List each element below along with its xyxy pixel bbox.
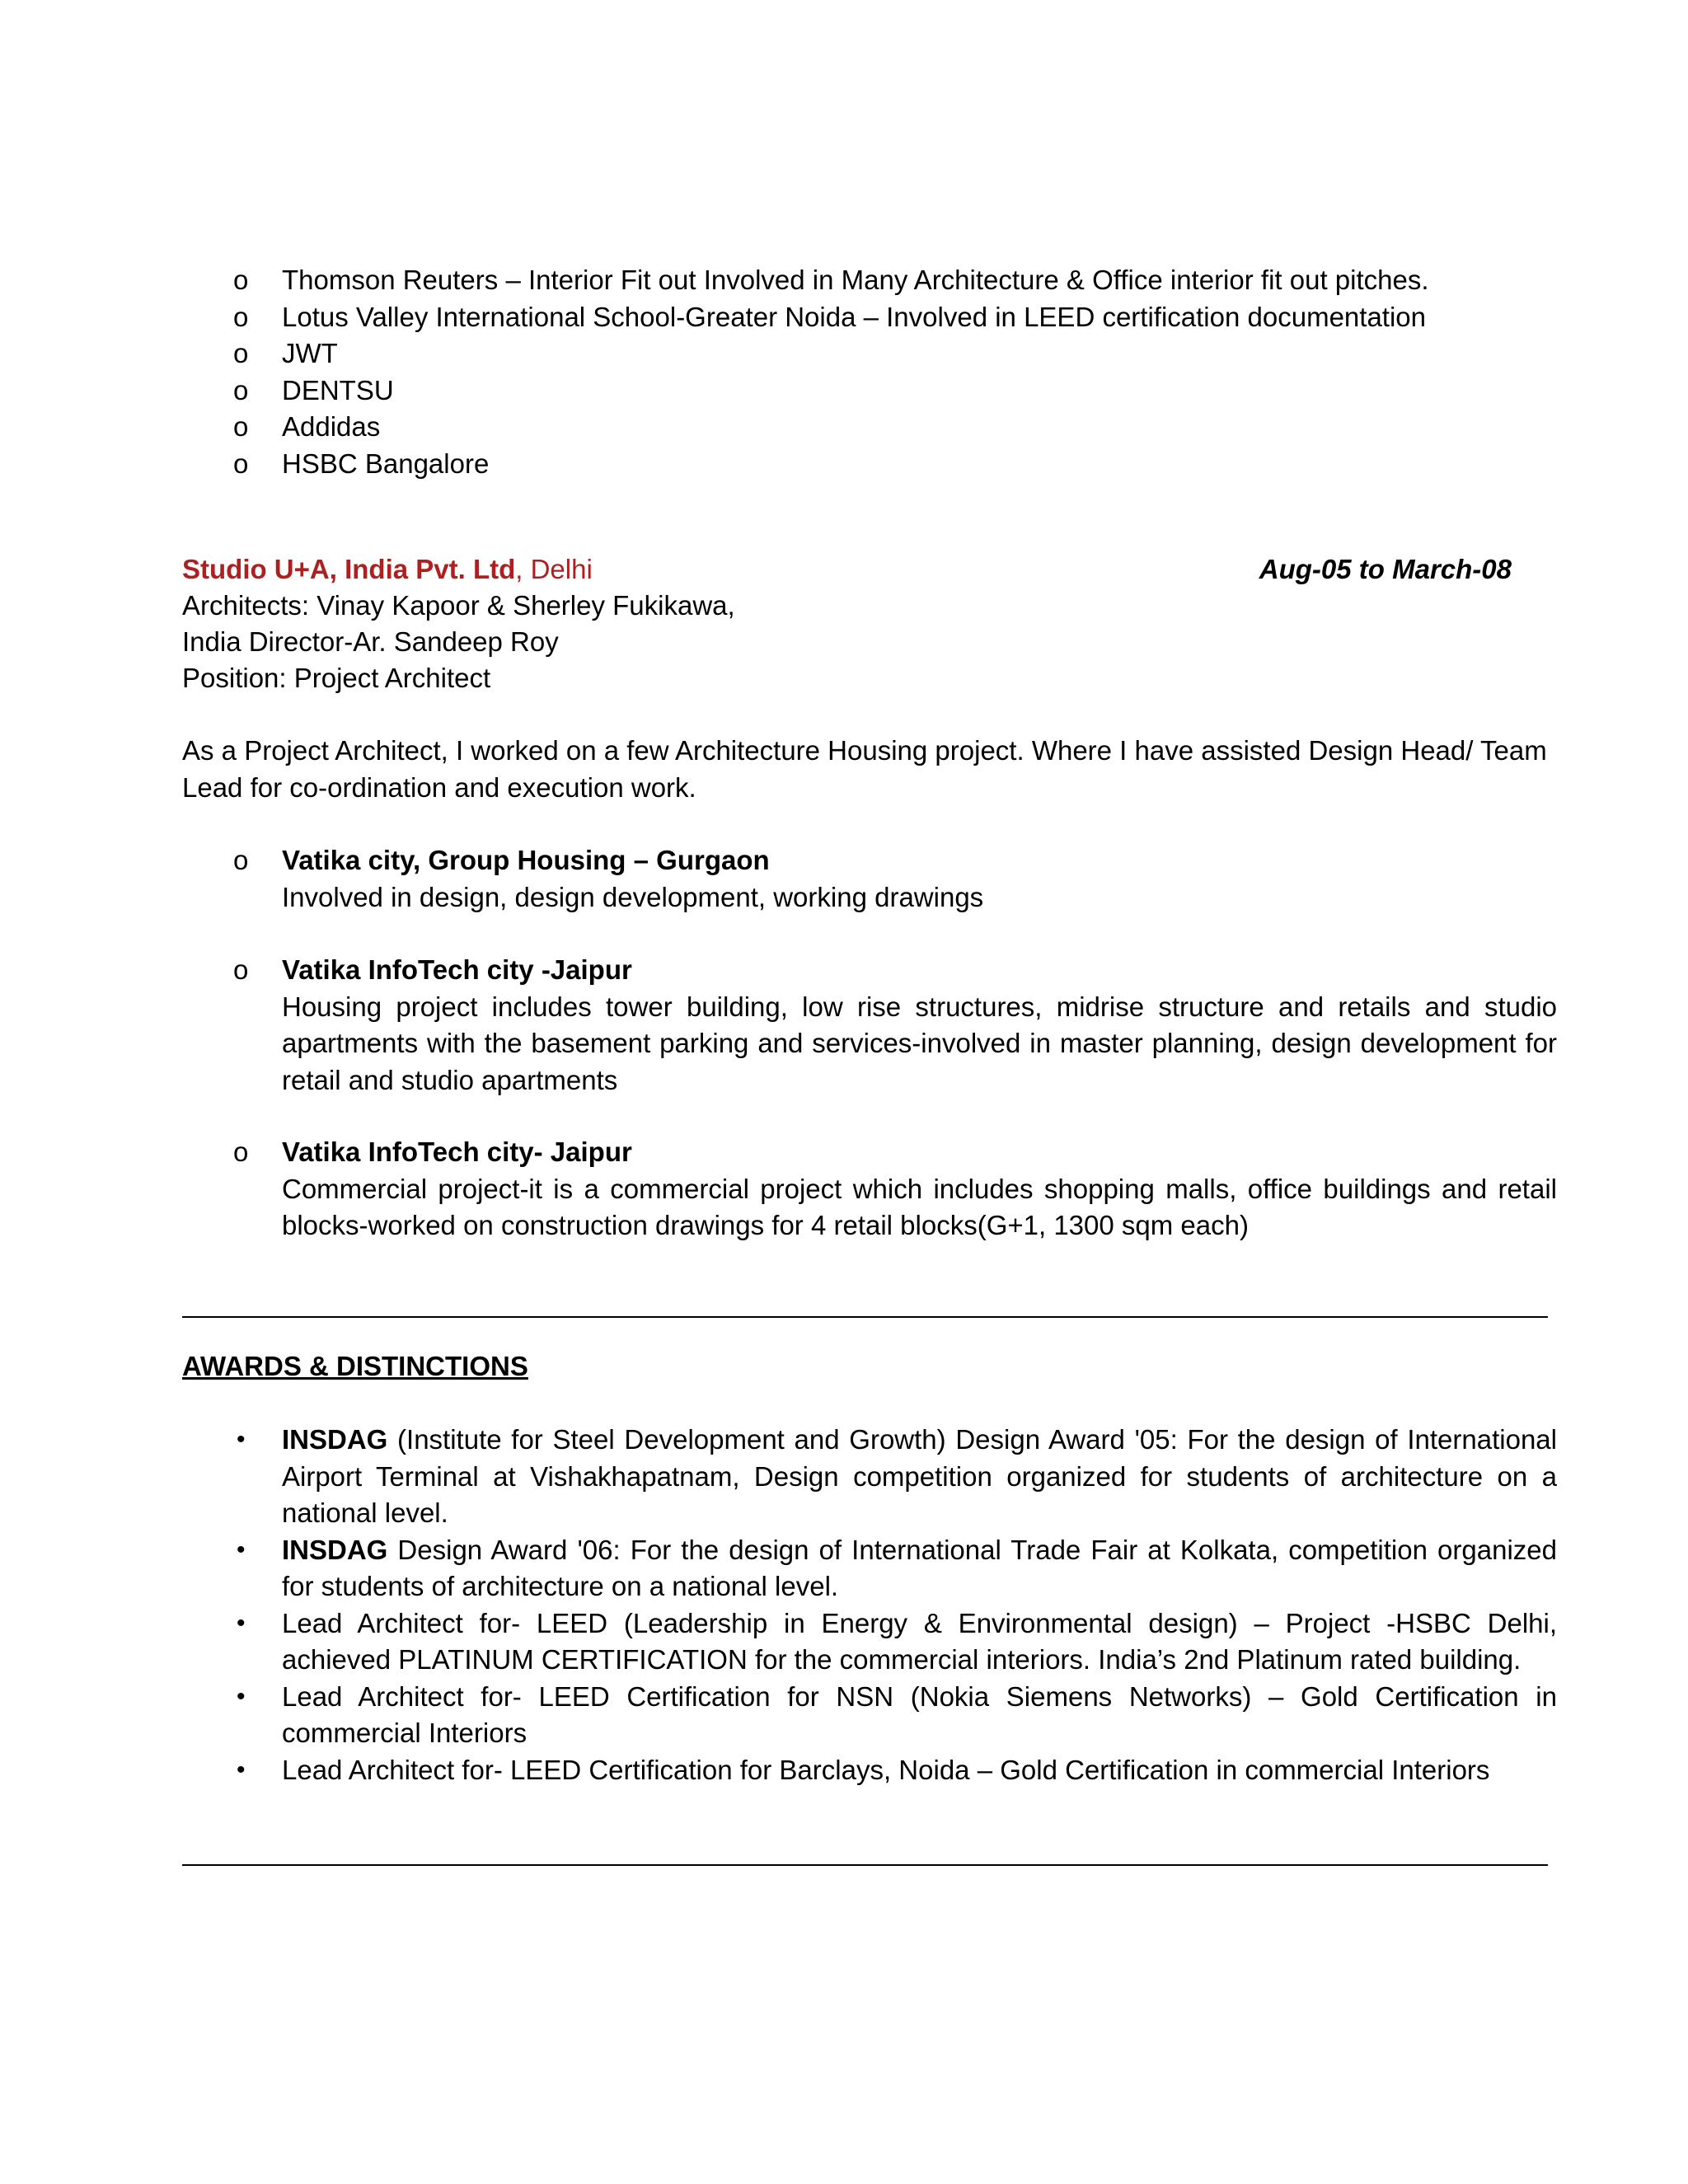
awards-list bbox=[182, 1422, 1557, 1788]
bullet-icon: o bbox=[233, 1137, 249, 1167]
bullet-icon: • bbox=[237, 1535, 246, 1563]
studio-project-3 bbox=[182, 1134, 1557, 1244]
project-description: Involved in design, design development, working drawings bbox=[282, 881, 984, 912]
list-item: • Lead Architect for- LEED Certification for NSN (Nokia Siemens Networks) – Gold Certification in commercial Interiors bbox=[182, 1679, 1557, 1752]
bullet-icon: o bbox=[233, 301, 249, 332]
project-title: Vatika InfoTech city- Jaipur bbox=[282, 1137, 632, 1167]
list-item: o DENTSU bbox=[182, 373, 1557, 410]
list-item: o HSBC Bangalore bbox=[182, 446, 1557, 483]
list-item: o Thomson Reuters – Interior Fit out Involved in Many Architecture & Office interior fit out pitches. bbox=[182, 262, 1557, 299]
project-title: Vatika InfoTech city -Jaipur bbox=[282, 954, 632, 985]
bullet-icon: o bbox=[233, 374, 249, 405]
employment-dates: Aug-05 to March-08 bbox=[1259, 554, 1512, 584]
employment-header bbox=[182, 551, 1557, 588]
list-item: • INSDAG (Institute for Steel Development and Growth) Design Award '05: For the design of International Airport Terminal at Vishakhapatnam, Design competition organized for students of architecture on a national level. bbox=[182, 1422, 1557, 1532]
bullet-icon: • bbox=[237, 1426, 246, 1453]
company-name: Studio U+A, India Pvt. Ltd bbox=[182, 554, 516, 584]
bullet-icon: o bbox=[233, 265, 249, 295]
project-description: Commercial project-it is a commercial project which includes shopping malls, office buildings and retail blocks-worked on construction drawings for 4 retail blocks(G+1, 1300 sqm each) bbox=[282, 1173, 1557, 1240]
architects-line: Architects: Vinay Kapoor & Sherley Fukikawa, bbox=[182, 590, 735, 621]
section-divider bbox=[182, 1864, 1548, 1866]
role-summary: As a Project Architect, I worked on a few Architecture Housing project. Where I have assisted Design Head/ Team Lead for co-ordination and execution work. bbox=[182, 735, 1547, 803]
list-item: o JWT bbox=[182, 335, 1557, 373]
list-item: o Lotus Valley International School-Greater Noida – Involved in LEED certification documentation bbox=[182, 299, 1557, 336]
studio-project-2 bbox=[182, 952, 1557, 1099]
company-location: , Delhi bbox=[515, 554, 593, 584]
bullet-icon: o bbox=[233, 411, 249, 442]
bullet-icon: o bbox=[233, 338, 249, 368]
bullet-icon: • bbox=[237, 1682, 246, 1710]
project-description: Housing project includes tower building, low rise structures, midrise structure and retails and studio apartments with the basement parking and services-involved in master planning, design development for retail and studio apartments bbox=[282, 991, 1557, 1095]
bullet-icon: o bbox=[233, 845, 249, 875]
projects-top-list bbox=[182, 262, 1557, 482]
position-line: Position: Project Architect bbox=[182, 663, 491, 693]
awards-heading: AWARDS & DISTINCTIONS bbox=[182, 1351, 528, 1381]
bullet-icon: o bbox=[233, 448, 249, 479]
director-line: India Director-Ar. Sandeep Roy bbox=[182, 626, 559, 657]
studio-project-1 bbox=[182, 842, 1557, 916]
list-item: • Lead Architect for- LEED Certification for Barclays, Noida – Gold Certification in commercial Interiors bbox=[182, 1752, 1557, 1789]
list-item: • Lead Architect for- LEED (Leadership in Energy & Environmental design) – Project -HSBC Delhi, achieved PLATINUM CERTIFICATION for the commercial interiors. India’s 2nd Platinum rated building. bbox=[182, 1605, 1557, 1679]
project-title: Vatika city, Group Housing – Gurgaon bbox=[282, 845, 770, 875]
list-item: o Addidas bbox=[182, 409, 1557, 446]
section-divider bbox=[182, 1316, 1548, 1318]
list-item: • INSDAG Design Award '06: For the design of International Trade Fair at Kolkata, competition organized for students of architecture on a national level. bbox=[182, 1532, 1557, 1605]
bullet-icon: o bbox=[233, 954, 249, 985]
bullet-icon: • bbox=[237, 1755, 246, 1783]
bullet-icon: • bbox=[237, 1609, 246, 1637]
